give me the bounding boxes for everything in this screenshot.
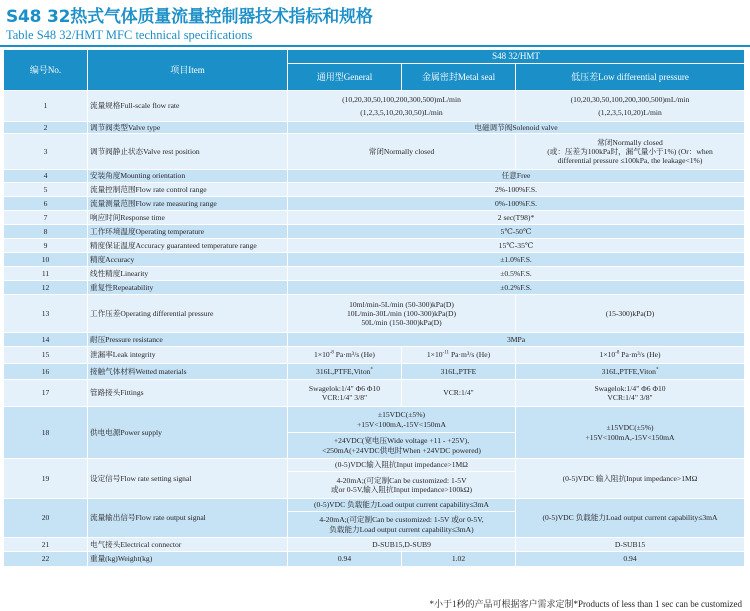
row-value: ±0.2%F.S. bbox=[288, 281, 745, 295]
row-item: 流量输出信号Flow rate output signal bbox=[88, 499, 288, 538]
title-divider bbox=[0, 45, 750, 47]
value-line: 10ml/min-5L/min (50-300)kPa(D) bbox=[349, 299, 454, 309]
value-line: +15V<100mA,-15V<150mA bbox=[585, 432, 675, 442]
row-number: 18 bbox=[4, 407, 88, 459]
table-row bbox=[4, 459, 745, 472]
row-number: 15 bbox=[4, 347, 88, 364]
row-value-general bbox=[288, 347, 402, 364]
row-item: 泄漏率Leak integrity bbox=[88, 347, 288, 364]
row-value: 3MPa bbox=[288, 333, 745, 347]
value-line: (或：压差为100kPa时，漏气量小于1%) (Or：when bbox=[547, 146, 713, 156]
table-row bbox=[4, 170, 745, 183]
row-value: 2 sec(T98)* bbox=[288, 211, 745, 225]
table-row bbox=[4, 267, 745, 281]
row-number: 6 bbox=[4, 197, 88, 211]
value-text: 316L,PTFE,Viton bbox=[601, 366, 656, 376]
header-low-diff: 低压差Low differential pressure bbox=[516, 64, 745, 91]
row-value-metal-seal bbox=[402, 347, 516, 364]
table-row bbox=[4, 295, 745, 333]
row-value-general: (0-5)VDC输入阻抗Input impedance>1MΩ bbox=[288, 459, 516, 472]
row-item: 精度保证温度Accuracy guaranteed temperature range bbox=[88, 239, 288, 253]
row-item: 耐压Pressure resistance bbox=[88, 333, 288, 347]
row-value-general bbox=[288, 433, 516, 459]
row-value: 5℃-50℃ bbox=[288, 225, 745, 239]
table-row bbox=[4, 364, 745, 380]
row-number: 3 bbox=[4, 134, 88, 170]
row-item: 重复性Repeatability bbox=[88, 281, 288, 295]
row-number: 1 bbox=[4, 91, 88, 122]
row-item: 流量测量范围Flow rate measuring range bbox=[88, 197, 288, 211]
row-number: 19 bbox=[4, 459, 88, 499]
row-value-general bbox=[288, 472, 516, 499]
value-line: 或or 0-5V,输入阻抗Input impedance>100kΩ) bbox=[330, 485, 473, 494]
row-value-low-diff bbox=[516, 91, 745, 122]
row-number: 5 bbox=[4, 183, 88, 197]
row-value-metal-seal: 316L,PTFE bbox=[402, 364, 516, 380]
table-row bbox=[4, 225, 745, 239]
value-line: Swagelok:1/4" Φ6 Φ10 bbox=[308, 383, 381, 393]
row-value-general: 0.94 bbox=[288, 552, 402, 567]
value-line: 50L/min (150-300)kPa(D) bbox=[361, 318, 442, 328]
table-row bbox=[4, 122, 745, 134]
value-exponent: -8 bbox=[615, 350, 620, 356]
row-value-metal-seal: 1.02 bbox=[402, 552, 516, 567]
row-value-general bbox=[288, 295, 516, 333]
value-unit: Pa·m³/s (He) bbox=[450, 350, 491, 360]
row-value-low-diff: (0-5)VDC 负载能力Load output current capability≤3mA bbox=[516, 499, 745, 538]
row-number: 20 bbox=[4, 499, 88, 538]
row-value-low-diff bbox=[516, 407, 745, 459]
row-value: 15℃-35℃ bbox=[288, 239, 745, 253]
row-value-low-diff: (15-300)kPa(D) bbox=[516, 295, 745, 333]
row-number: 12 bbox=[4, 281, 88, 295]
row-item: 供电电源Power supply bbox=[88, 407, 288, 459]
value-unit: Pa·m³/s (He) bbox=[621, 350, 661, 360]
table-row bbox=[4, 134, 745, 170]
header-no: 编号No. bbox=[4, 50, 88, 91]
value-exponent: -11 bbox=[442, 350, 450, 356]
value-line: (1,2,3,5,10,20,30,50)L/min bbox=[360, 108, 443, 117]
table-row bbox=[4, 183, 745, 197]
table-row bbox=[4, 380, 745, 407]
row-number: 2 bbox=[4, 122, 88, 134]
value-footnote-mark: * bbox=[370, 367, 373, 373]
value-line: 4-20mA;(可定制Can be customized: 1-5V bbox=[336, 475, 467, 485]
header-metal-seal: 金属密封Metal seal bbox=[402, 64, 516, 91]
row-value: ±0.5%F.S. bbox=[288, 267, 745, 281]
value-line: <250mA(+24VDC供电时When +24VDC powered) bbox=[322, 445, 481, 455]
header-model: S48 32/HMT bbox=[288, 50, 745, 64]
footnote: *小于1秒的产品可根据客户需求定制*Products of less than 1 sec can be customized bbox=[429, 599, 742, 609]
value-base: 1×10 bbox=[599, 350, 616, 360]
table-row bbox=[4, 552, 745, 567]
table-row bbox=[4, 407, 745, 433]
value-line: ±15VDC(±5%) bbox=[606, 423, 654, 433]
table-row bbox=[4, 538, 745, 552]
row-number: 14 bbox=[4, 333, 88, 347]
row-value-metal-seal: VCR:1/4" bbox=[402, 380, 516, 407]
value-unit: Pa·m³/s (He) bbox=[335, 350, 375, 360]
spec-table bbox=[3, 49, 745, 567]
row-value-general: (0-5)VDC 负载能力Load output current capability≤3mA bbox=[288, 499, 516, 512]
value-line: (10,20,30,50,100,200,300,500)mL/min bbox=[342, 94, 461, 104]
row-item: 接触气体材料Wetted materials bbox=[88, 364, 288, 380]
value-line: (1,2,3,5,10,20)L/min bbox=[598, 108, 662, 117]
table-row bbox=[4, 253, 745, 267]
row-value-low-diff bbox=[516, 134, 745, 170]
value-line: VCR:1/4" 3/8" bbox=[321, 393, 368, 402]
row-number: 9 bbox=[4, 239, 88, 253]
row-item: 电气接头Electrical connector bbox=[88, 538, 288, 552]
row-number: 16 bbox=[4, 364, 88, 380]
table-row bbox=[4, 211, 745, 225]
row-item: 精度Accuracy bbox=[88, 253, 288, 267]
table-caption: Table S48 32/HMT MFC technical specifications bbox=[6, 28, 253, 42]
value-line: VCR:1/4" 3/8" bbox=[607, 393, 653, 402]
row-item: 响应时间Response time bbox=[88, 211, 288, 225]
table-row bbox=[4, 239, 745, 253]
row-number: 21 bbox=[4, 538, 88, 552]
row-item: 流量规格Full-scale flow rate bbox=[88, 91, 288, 122]
value-text: 316L,PTFE,Viton bbox=[316, 366, 371, 376]
row-number: 13 bbox=[4, 295, 88, 333]
row-value-general bbox=[288, 512, 516, 538]
page-title: S48 32热式气体质量流量控制器技术指标和规格 bbox=[6, 7, 373, 27]
row-item: 重量(kg)Weight(kg) bbox=[88, 552, 288, 567]
row-item: 调节阀类型Valve type bbox=[88, 122, 288, 134]
value-line: 10L/min-30L/min (100-300)kPa(D) bbox=[346, 308, 457, 318]
row-value-general bbox=[288, 380, 402, 407]
value-line: +15V<100mA,-15V<150mA bbox=[357, 419, 446, 429]
table-row bbox=[4, 91, 745, 122]
value-line: ±15VDC(±5%) bbox=[377, 410, 426, 420]
value-base: 1×10 bbox=[426, 350, 443, 360]
value-line: Swagelok:1/4" Φ6 Φ10 bbox=[594, 383, 666, 393]
row-number: 22 bbox=[4, 552, 88, 567]
row-value: 电磁调节阀Solenoid valve bbox=[288, 122, 745, 134]
value-line: (10,20,30,50,100,200,300,500)mL/min bbox=[570, 94, 690, 104]
row-value-low-diff: (0-5)VDC 输入阻抗Input impedance>1MΩ bbox=[516, 459, 745, 499]
row-value-general bbox=[288, 91, 516, 122]
value-line: 常闭Normally closed bbox=[597, 137, 663, 147]
table-row bbox=[4, 347, 745, 364]
row-value-low-diff: 0.94 bbox=[516, 552, 745, 567]
value-line: +24VDC(宽电压Wide voltage +11 - +25V), bbox=[333, 436, 470, 446]
value-exponent: -8 bbox=[329, 350, 334, 356]
table-row bbox=[4, 197, 745, 211]
row-item: 管路接头Fittings bbox=[88, 380, 288, 407]
row-number: 10 bbox=[4, 253, 88, 267]
row-value: ±1.0%F.S. bbox=[288, 253, 745, 267]
row-value: 任意Free bbox=[288, 170, 745, 183]
table-row bbox=[4, 281, 745, 295]
row-number: 11 bbox=[4, 267, 88, 281]
row-item: 调节阀静止状态Valve rest position bbox=[88, 134, 288, 170]
row-item: 设定信号Flow rate setting signal bbox=[88, 459, 288, 499]
row-value-general bbox=[288, 364, 402, 380]
row-number: 17 bbox=[4, 380, 88, 407]
row-value: 0%-100%F.S. bbox=[288, 197, 745, 211]
row-value-low-diff: D-SUB15 bbox=[516, 538, 745, 552]
table-row bbox=[4, 499, 745, 512]
row-value-general: 常闭Normally closed bbox=[288, 134, 516, 170]
row-item: 流量控制范围Flow rate control range bbox=[88, 183, 288, 197]
table-row bbox=[4, 333, 745, 347]
row-value-general: D-SUB15,D-SUB9 bbox=[288, 538, 516, 552]
row-number: 4 bbox=[4, 170, 88, 183]
row-value-low-diff bbox=[516, 364, 745, 380]
row-number: 8 bbox=[4, 225, 88, 239]
row-number: 7 bbox=[4, 211, 88, 225]
value-footnote-mark: * bbox=[655, 367, 659, 373]
row-item: 工作压差Operating differential pressure bbox=[88, 295, 288, 333]
row-value: 2%-100%F.S. bbox=[288, 183, 745, 197]
value-line: 负载能力Load output current capability≤3mA) bbox=[329, 524, 474, 534]
value-base: 1×10 bbox=[314, 350, 330, 360]
row-value-low-diff bbox=[516, 380, 745, 407]
header-item: 项目Item bbox=[88, 50, 288, 91]
value-line: 4-20mA;(可定制Can be customized: 1-5V 或or 0-5V, bbox=[319, 515, 484, 525]
value-line: differential pressure ≤100kPa, the leakage<1%) bbox=[557, 156, 703, 166]
row-value-general bbox=[288, 407, 516, 433]
row-item: 工作环境温度Operating temperature bbox=[88, 225, 288, 239]
header-general: 通用型General bbox=[288, 64, 402, 91]
row-item: 安装角度Mounting orientation bbox=[88, 170, 288, 183]
row-value-low-diff bbox=[516, 347, 745, 364]
row-item: 线性精度Linearity bbox=[88, 267, 288, 281]
